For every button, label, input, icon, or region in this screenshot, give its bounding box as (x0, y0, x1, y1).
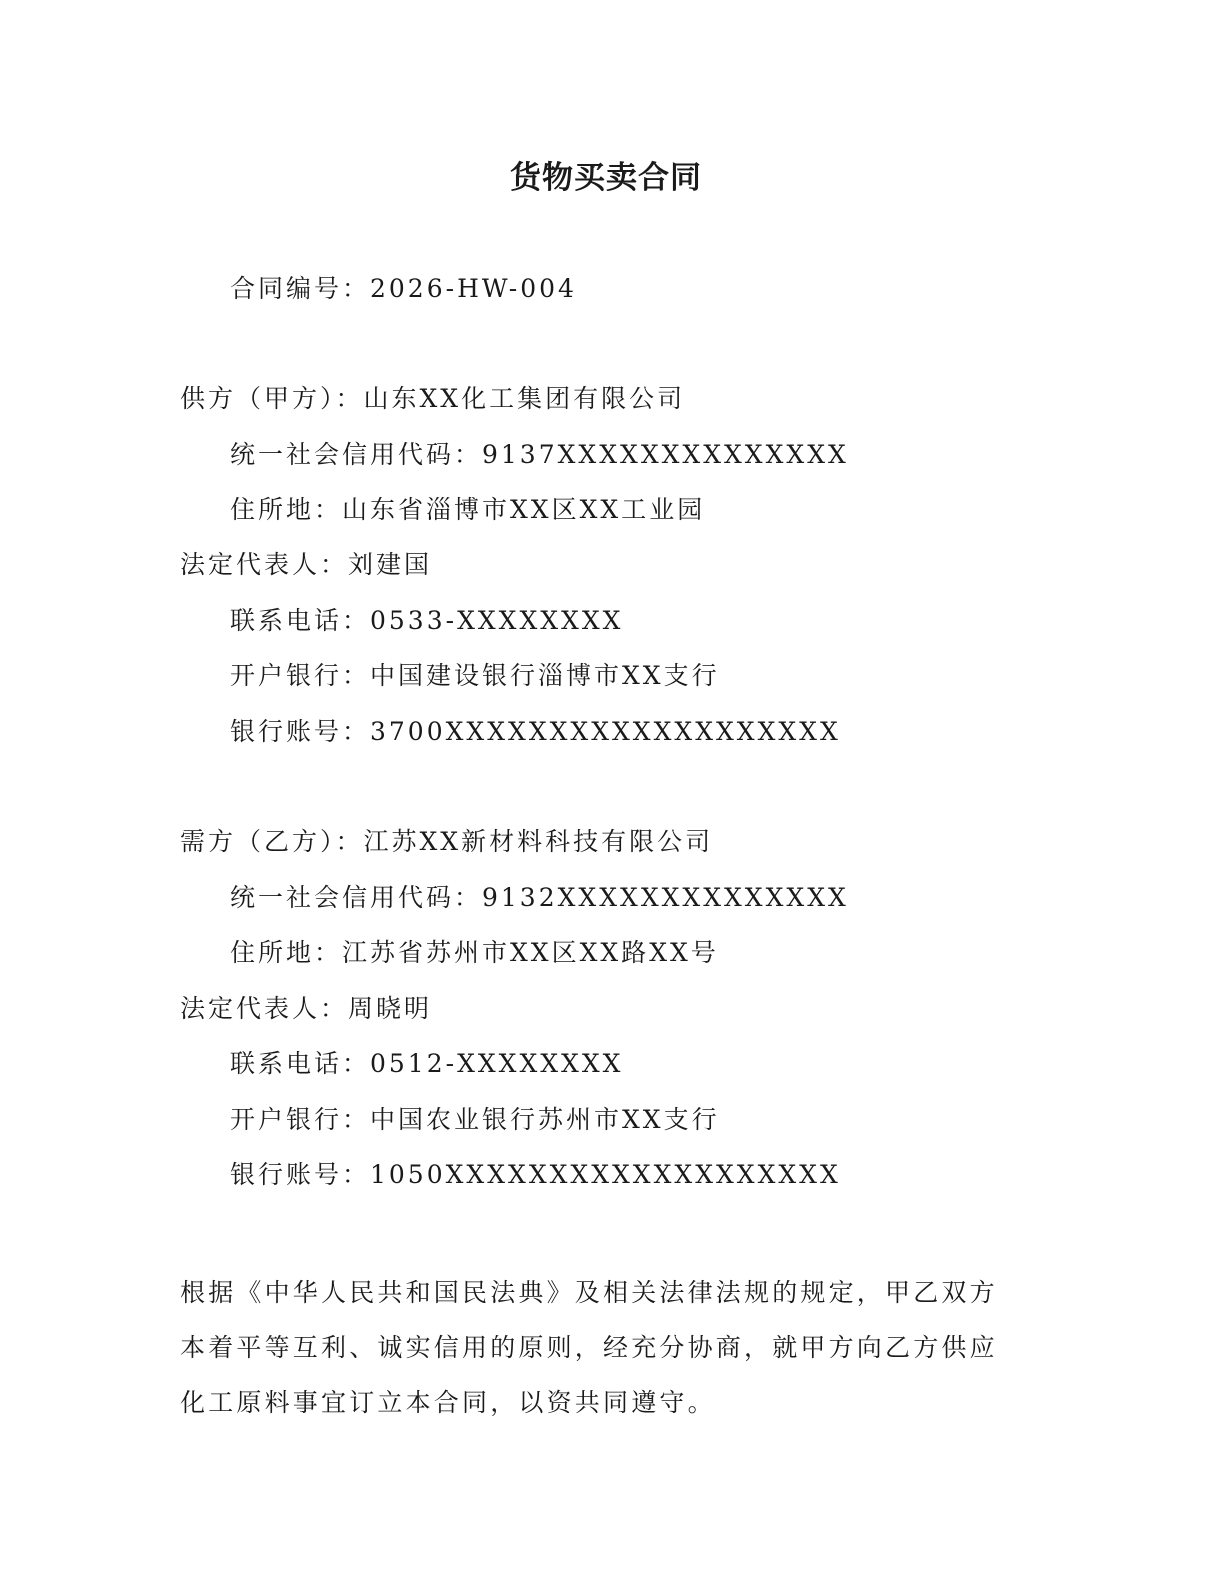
party-b-heading: 需方（乙方）：江苏XX新材料科技有限公司 (180, 827, 714, 856)
party-a-credit-code: 统一社会信用代码：9137XXXXXXXXXXXXXX (230, 440, 849, 469)
contract-number: 合同编号：2026-HW-004 (230, 274, 577, 303)
party-a-bank: 开户银行：中国建设银行淄博市XX支行 (230, 661, 720, 690)
party-a-heading: 供方（甲方）：山东XX化工集团有限公司 (180, 384, 686, 413)
party-b-credit-code: 统一社会信用代码：9132XXXXXXXXXXXXXX (230, 883, 849, 912)
party-b-phone: 联系电话：0512-XXXXXXXX (230, 1049, 624, 1078)
party-b-account: 银行账号：1050XXXXXXXXXXXXXXXXXXX (230, 1160, 841, 1189)
document-title: 货物买卖合同 (510, 160, 702, 196)
party-a-address: 住所地：山东省淄博市XX区XX工业园 (230, 495, 706, 524)
party-b-address: 住所地：江苏省苏州市XX区XX路XX号 (230, 938, 719, 967)
party-b-legal-rep: 法定代表人：周晓明 (180, 994, 433, 1023)
party-a-account: 银行账号：3700XXXXXXXXXXXXXXXXXXX (230, 717, 841, 746)
party-a-legal-rep: 法定代表人：刘建国 (180, 550, 433, 579)
party-a-phone: 联系电话：0533-XXXXXXXX (230, 606, 624, 635)
party-b-bank: 开户银行：中国农业银行苏州市XX支行 (230, 1105, 720, 1134)
preamble-paragraph: 根据《中华人民共和国民法典》及相关法律法规的规定，甲乙双方本着平等互利、诚实信用的原则，经充分协商，就甲方向乙方供应化工原料事宜订立本合同，以资共同遵守。 (180, 1278, 998, 1417)
